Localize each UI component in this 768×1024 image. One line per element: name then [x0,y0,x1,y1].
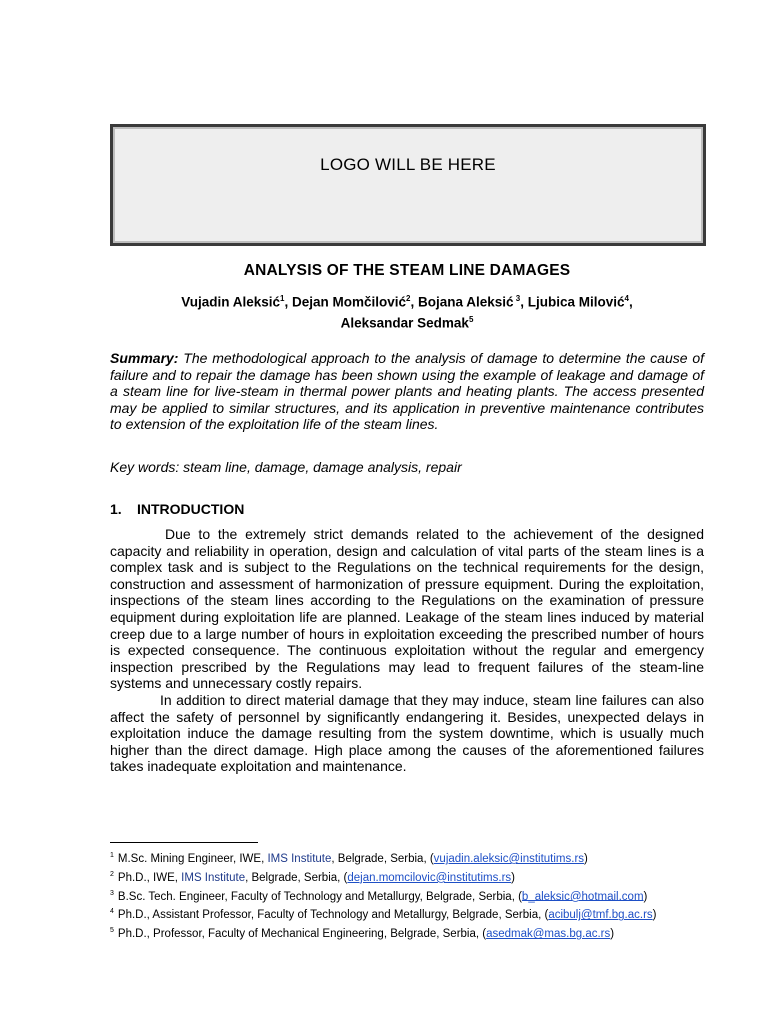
footnote-mark: 2 [110,870,114,878]
footnote-text: B.Sc. Tech. Engineer, Faculty of Technology and Metallurgy, Belgrade, Serbia, ( [117,890,522,903]
author-separator: , [520,294,528,310]
footnote-text: ) [643,890,648,903]
footnote-text: , Belgrade, Serbia, ( [245,871,348,884]
section-number: 1. [110,501,122,517]
author-name: Ljubica Milović [527,294,625,310]
body-paragraph: In addition to direct material damage that they may induce, steam line failures can also affect the safety of personnel by significantly endangering it. Besides, unexpected delays in exploitation induce the damage resulting from the system downtime, which is usually much higher than the direct damage. High place among the causes of the aforementioned failures takes inadequate exploitation and maintenance. [110,691,704,775]
author-name: Vujadin Aleksić [181,294,281,310]
body-paragraph: Due to the extremely strict demands related to the achievement of the designed capacity and reliability in operation, design and calculation of vital parts of the steam lines is a complex task and is subject to the Regulations on the technical requirements for the design, construction and assessment of harmonization of pressure equipment. During the exploitation, inspections of the steam lines according to the Regulations on the examination of pressure equipment during exploitation life are planned. Leakage of the steam lines induced by material creep due to a large number of hours in exploitation exceeding the prescribed number of hours is expected consequence. The continuous exploitation without the regular and emergency inspection prescribed by the Regulations may lead to frequent failures of the steam-line systems and unnecessary costly repairs. [110,526,704,692]
author-name: Dejan Momčilović [292,294,407,310]
footnote-text: , Belgrade, Serbia, ( [331,852,434,865]
footnote-text: ) [610,928,615,941]
footnote-mark: 1 [110,852,114,859]
footnote-text: ) [584,852,588,865]
footnotes [110,848,710,942]
footnote-mark: 4 [110,908,114,916]
footnote-text: ) [511,871,515,884]
footnote-text: Ph.D., Assistant Professor, Faculty of Technology and Metallurgy, Belgrade, Serbia, ( [117,909,549,922]
affiliation-mark: 4 [624,294,629,303]
footnote-text: Ph.D., Professor, Faculty of Mechanical Engineering, Belgrade, Serbia, ( [117,928,487,941]
institute-link[interactable]: IMS Institute [181,871,246,884]
author-separator: , [284,294,292,310]
introduction-body [110,526,704,775]
affiliation-mark: 2 [406,294,411,303]
logo-placeholder [110,124,706,246]
author-list [110,290,704,331]
author-name: Bojana Aleksić [418,294,514,310]
affiliation-mark: 1 [280,294,285,303]
footnote-text: ) [652,909,657,922]
author-name: Aleksandar Sedmak [340,315,469,330]
footnote-text: Ph.D., IWE, [117,871,182,884]
email-link[interactable]: asedmak@mas.bg.ac.rs [486,928,611,941]
footnote-mark: 3 [110,889,114,897]
affiliation-mark: 5 [468,314,474,324]
footnote-separator [110,842,258,843]
paper-title: ANALYSIS OF THE STEAM LINE DAMAGES [243,262,571,279]
section-heading [110,501,244,517]
footnote-4 [110,904,710,923]
email-link[interactable]: acibulj@tmf.bg.ac.rs [548,909,653,922]
section-title: INTRODUCTION [137,501,245,517]
logo-placeholder-text: LOGO WILL BE HERE [320,155,496,174]
summary-text: The methodological approach to the analysis of damage to determine the cause of failure and to repair the damage has been shown using the example of leakage and damage of a steam line for live-steam in thermal power plants and heating plants. The access presented may be applied to similar structures, and its application in preventive maintenance contributes to extension of the exploitation life of the steam lines. [110,350,704,433]
summary-label: Summary: [110,350,179,366]
email-link[interactable]: b_aleksic@hotmail.com [521,890,644,903]
footnote-3 [110,886,710,905]
institute-link[interactable]: IMS Institute [267,852,332,865]
footnote-2 [110,867,710,886]
keywords: Key words: steam line, damage, damage analysis, repair [110,459,462,475]
footnote-text: M.Sc. Mining Engineer, IWE, [117,852,268,865]
author-separator: , [410,294,419,310]
email-link[interactable]: dejan.momcilovic@institutims.rs [347,871,512,884]
footnote-5 [110,923,710,942]
footnote-mark: 5 [110,927,114,935]
abstract [110,350,704,433]
email-link[interactable]: vujadin.aleksic@institutims.rs [433,852,585,865]
author-separator: , [628,294,633,310]
footnote-1 [110,848,710,867]
affiliation-mark: 3 [513,294,521,303]
